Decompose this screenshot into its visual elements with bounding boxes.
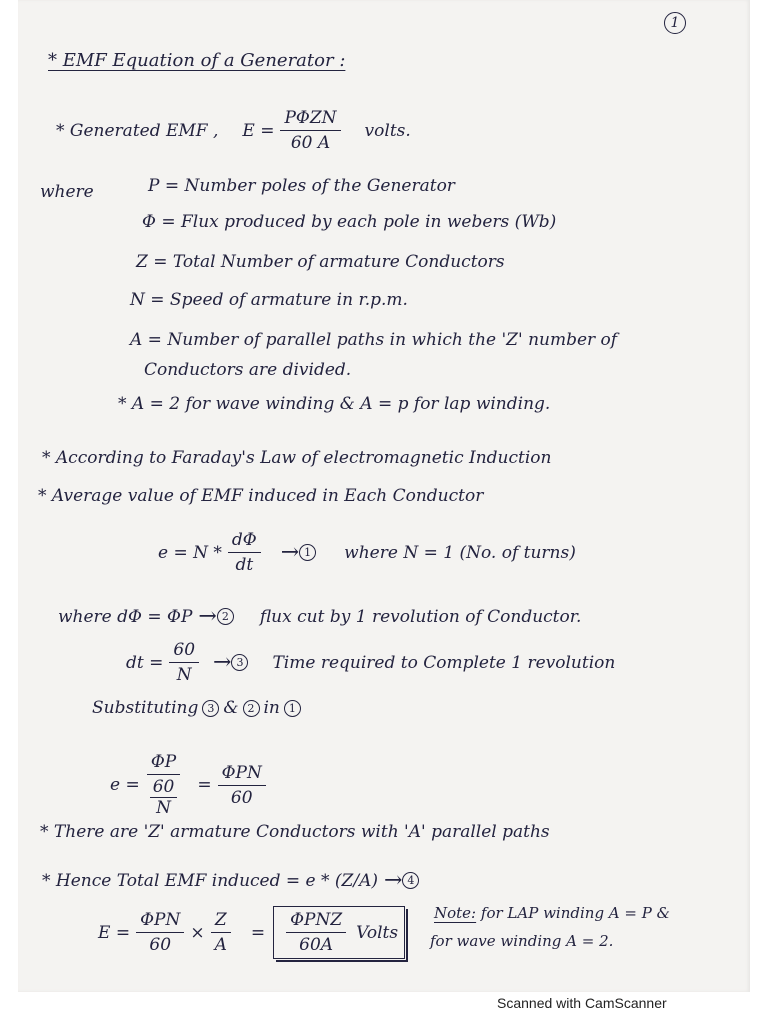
equation-e (110, 752, 272, 818)
final-f2-den: A (214, 935, 227, 955)
eq1-arrow: → (280, 540, 300, 565)
final-equals: = (250, 922, 266, 943)
eq-e-result-denominator: 60 (230, 787, 253, 808)
final-equation (98, 906, 405, 959)
final-f2-num: Z (211, 910, 231, 933)
final-f1-num: ΦPN (136, 910, 184, 933)
note-line-2: for wave winding A = 2. (430, 932, 614, 950)
equation-2 (58, 604, 581, 629)
note-label: Note: (434, 904, 477, 922)
page-number: 1 (664, 12, 686, 34)
eq1-note: where N = 1 (No. of turns) (344, 542, 576, 563)
average-emf-line: * Average value of EMF induced in Each Conductor (38, 486, 484, 506)
definition-a-cont: Conductors are divided. (144, 360, 352, 380)
final-box-num: ΦPNZ (286, 910, 346, 933)
final-fraction-2 (211, 910, 231, 955)
eq3-arrow: → (213, 650, 232, 675)
eq3-denominator: N (176, 665, 192, 685)
eq2-note: flux cut by 1 revolution of Conductor. (259, 606, 582, 627)
eq3-note: Time required to Complete 1 revolution (272, 652, 616, 673)
final-box-den: 60A (299, 935, 334, 955)
final-result-box (273, 906, 405, 959)
scanner-watermark: Scanned with CamScanner (497, 995, 667, 1011)
eq-e-lhs: e = (110, 775, 140, 795)
substituting-line (92, 698, 301, 718)
eq-e-numerator: ΦP (147, 752, 180, 775)
definition-z: Z = Total Number of armature Conductors (136, 252, 505, 272)
emf-lhs: E = (242, 120, 275, 141)
generated-emf-line (56, 108, 411, 153)
eq1-denominator: dt (235, 555, 254, 575)
where-label: where (40, 182, 94, 202)
eq1-tag: 1 (299, 544, 316, 561)
eq3-fraction (169, 640, 199, 685)
final-box-fraction (286, 910, 346, 955)
sub-amp: & (223, 698, 239, 718)
final-fraction-1 (136, 910, 184, 955)
hence-text: * Hence Total EMF induced = e * (Z/A) (42, 870, 378, 891)
sub-tag-b: 2 (243, 700, 260, 717)
eq1-lhs: e = N * (158, 542, 222, 563)
faraday-line: * According to Faraday's Law of electromagnetic Induction (42, 448, 552, 468)
page-title: * EMF Equation of a Generator : (48, 50, 346, 71)
definition-a: A = Number of parallel paths in which the 'Z' number of (130, 330, 618, 350)
final-times: × (190, 922, 205, 943)
equation-3 (126, 640, 615, 685)
winding-note: * A = 2 for wave winding & A = p for lap winding. (118, 394, 551, 414)
hence-tag: 4 (402, 872, 419, 889)
final-lhs: E = (98, 922, 131, 943)
final-box-unit: Volts (356, 922, 399, 943)
sub-tag-a: 3 (202, 700, 219, 717)
note-text-1: for LAP winding A = P & (480, 904, 670, 922)
eq3-lhs: dt = (126, 652, 164, 673)
notebook-page (18, 0, 750, 992)
eq2-tag: 2 (217, 608, 234, 625)
emf-denominator: 60 A (290, 133, 331, 153)
conductors-line: * There are 'Z' armature Conductors with 'A' parallel paths (40, 822, 550, 842)
eq-e-result-fraction (218, 763, 266, 808)
definition-n: N = Speed of armature in r.p.m. (130, 290, 408, 310)
emf-fraction (280, 108, 340, 153)
eq2-lhs: where dΦ = ΦP (58, 606, 193, 627)
eq1-numerator: dΦ (228, 530, 261, 553)
hence-arrow: → (383, 868, 403, 893)
sub-tag-c: 1 (284, 700, 301, 717)
definition-p: P = Number poles of the Generator (148, 176, 455, 196)
generated-emf-label: * Generated EMF , (56, 120, 219, 141)
eq3-tag: 3 (231, 654, 248, 671)
eq-e-result-numerator: ΦPN (218, 763, 266, 786)
eq-e-equals: = (197, 775, 212, 795)
hence-line (42, 868, 419, 893)
sub-in: in (263, 698, 280, 718)
emf-unit: volts. (364, 120, 411, 141)
eq-e-den-num: 60 (150, 777, 178, 798)
emf-numerator: PΦZN (280, 108, 340, 131)
eq-e-den-den: N (156, 798, 171, 818)
substituting-text: Substituting (92, 698, 199, 718)
eq-e-denominator (146, 775, 182, 818)
note-line-1 (434, 904, 670, 922)
equation-1 (158, 530, 576, 575)
final-f1-den: 60 (149, 935, 172, 955)
eq3-numerator: 60 (169, 640, 199, 663)
eq-e-fraction (146, 752, 182, 818)
eq2-arrow: → (198, 604, 217, 629)
eq1-fraction (228, 530, 261, 575)
definition-phi: Φ = Flux produced by each pole in webers (Wb) (142, 212, 557, 232)
